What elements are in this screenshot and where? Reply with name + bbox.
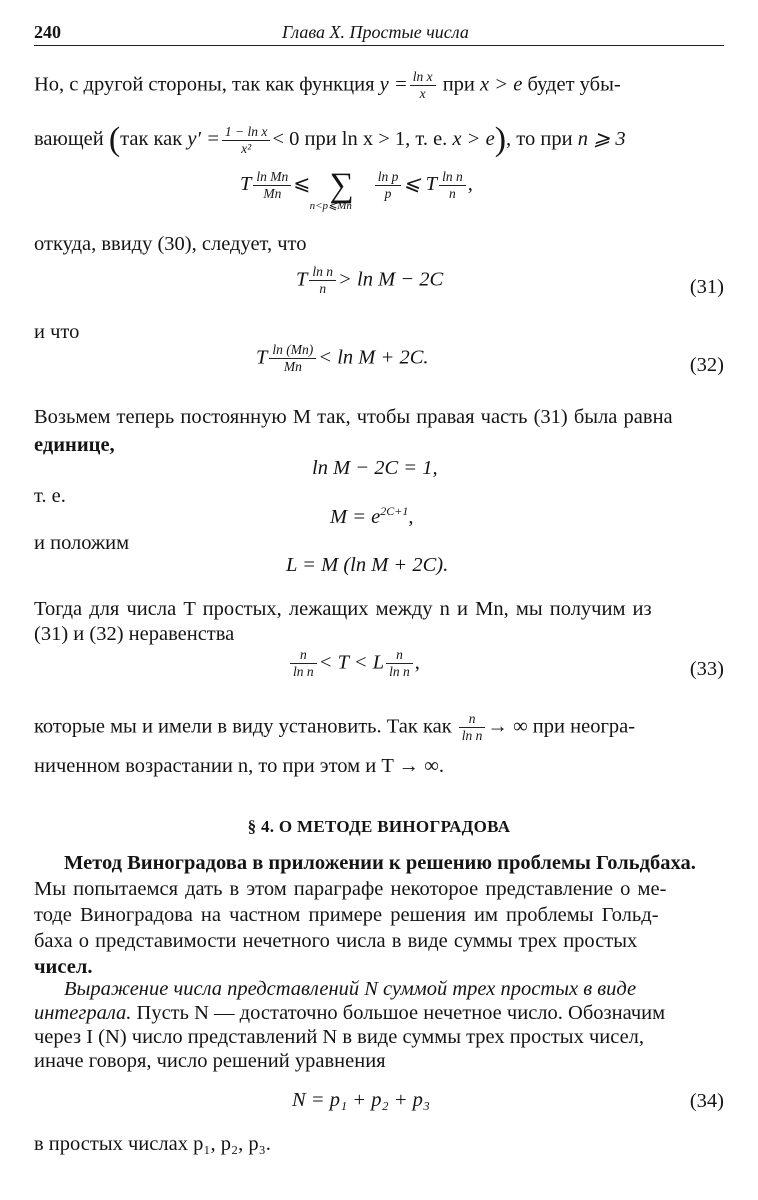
text-line-2 [34,118,626,156]
exponent-2C-plus-1: 2C+1 [380,504,409,518]
header-rule [34,45,724,46]
right-paren: ) [494,121,507,158]
equation-number-31: (31) [689,276,724,298]
line2-text-c: < 0 при ln x > 1, т. е. [272,128,448,150]
text-line-10: (31) и (32) неравенства [34,623,235,645]
fraction-lnx-over-x: $\frac{\text{ln x}}{x}$ [410,70,436,101]
line1-text-b: при [442,73,475,96]
sum-symbol: ∑ [329,167,354,204]
fraction-lnn-over-n-a: $\frac{\text{ln n}}{n}$ [439,170,466,201]
line2-text-a: вающей [34,128,104,150]
equation-32: T $\frac{\ln (Mn)}{Mn}$ < ln M + 2C. [256,342,429,375]
text-line-4: и что [34,321,80,343]
line2-n-ge-3: n ⩾ 3 [577,128,626,150]
sum-inequality [240,163,473,212]
para1-line3: тоде Виноградова на частном примере решения им проблемы Гольд- [34,904,659,926]
fraction-derivative: $\frac{\text{1 − ln x}}{\text{x²}}$ [222,125,270,156]
line1-text-d: будет убы- [527,73,621,96]
para1-line2: Мы попытаемся дать в этом параграфе некоторое представление о ме- [34,878,667,900]
ineq-comma: , [467,173,473,195]
equation-31: T $\frac{\text{ln n}}{n}$ > ln M − 2C [296,264,444,297]
fraction-lnMn-over-Mn: $\frac{\text{ln Mn}}{Mn}$ [253,170,291,201]
para2-italic-heading: Выражение числа представлений N суммой трех простых в виде [64,978,637,1000]
line2-yprime: y′ = [187,128,220,150]
para1-line5: чисел. [34,956,93,978]
line2-x-gt-e: x > e [452,128,495,150]
equation-number-33: (33) [689,658,724,680]
fraction-lnp-over-p: $\frac{\text{ln p}}{p}$ [375,170,402,201]
line2-text-e: , то при [506,128,573,150]
section-title: § 4. О МЕТОДЕ ВИНОГРАДОВА [247,817,511,836]
equation-number-34: (34) [689,1090,724,1112]
para2-line2: интеграла. Пусть N — достаточно большое нечетное число. Обозначим [34,1002,666,1024]
ineq-le1: ⩽ [293,173,311,195]
text-line-1 [34,70,621,101]
text-line-9: Тогда для числа T простых, лежащих между n и Mn, мы получим из [34,598,652,620]
text-line-5: Возьмем теперь постоянную M так, чтобы правая часть (31) была равна [34,406,673,428]
para2-line3: через I (N) число представлений N в виде суммы трех простых чисел, [34,1026,645,1048]
equation-M-exp: $M = e^{2C+1}$, [330,504,414,528]
text-line-6: единице, [34,434,115,456]
text-line-12: ниченном возрастании n, то при этом и T → ∞. [34,755,444,777]
page-number: 240 [34,22,61,42]
line1-text-a: Но, с другой стороны, так как функция [34,73,375,96]
running-title: Глава X. Простые числа [282,22,469,42]
fraction-n-over-lnn-c: $\frac{n}{\text{ln n}}$ [459,712,486,743]
fraction-lnn-over-n-b: $\frac{\text{ln n}}{n}$ [309,265,336,296]
para1-heading: Метод Виноградова в приложении к решению проблемы Гольдбаха. [64,852,696,874]
ineq-le2: ⩽ T [403,173,438,195]
text-line-7: т. е. [34,485,66,507]
line2-text-b: так как [120,128,183,150]
equation-lnM-2C-1: ln M − 2C = 1, [312,457,438,479]
fraction-n-over-lnn-a: $\frac{n}{\text{ln n}}$ [290,648,317,679]
para2-line4: иначе говоря, число решений уравнения [34,1050,386,1072]
left-paren: ( [108,121,121,158]
equation-34: N = p₁ + p₂ + p₃ [292,1089,431,1111]
text-line-3: откуда, ввиду (30), следует, что [34,233,307,255]
equation-33: $\frac{n}{\text{ln n}}$ < T < L $\frac{n}{\text{ln n}}$ , [288,648,420,679]
text-line-8: и положим [34,532,130,554]
sum-subscript: n<p⩽Mn [309,200,352,212]
last-line: в простых числах p₁, p₂, p₃. [34,1133,271,1155]
equation-L-def: L = M (ln M + 2C). [286,554,449,576]
text-line-11: которые мы и имели в виду установить. Так как $\frac{n}{\text{ln n}}$ → ∞ при неогра- [34,711,636,744]
para1-line4: баха о представимости нечетного числа в виде суммы трех простых [34,930,638,952]
line1-x-gt-e: x > e [480,73,523,96]
fraction-lnMn-over-Mn-b: $\frac{\ln (Mn)}{Mn}$ [269,343,316,374]
fraction-n-over-lnn-b: $\frac{n}{\text{ln n}}$ [386,648,413,679]
equation-number-32: (32) [689,354,724,376]
line1-y: y = [379,73,408,96]
ineq-T1: T [240,173,252,195]
